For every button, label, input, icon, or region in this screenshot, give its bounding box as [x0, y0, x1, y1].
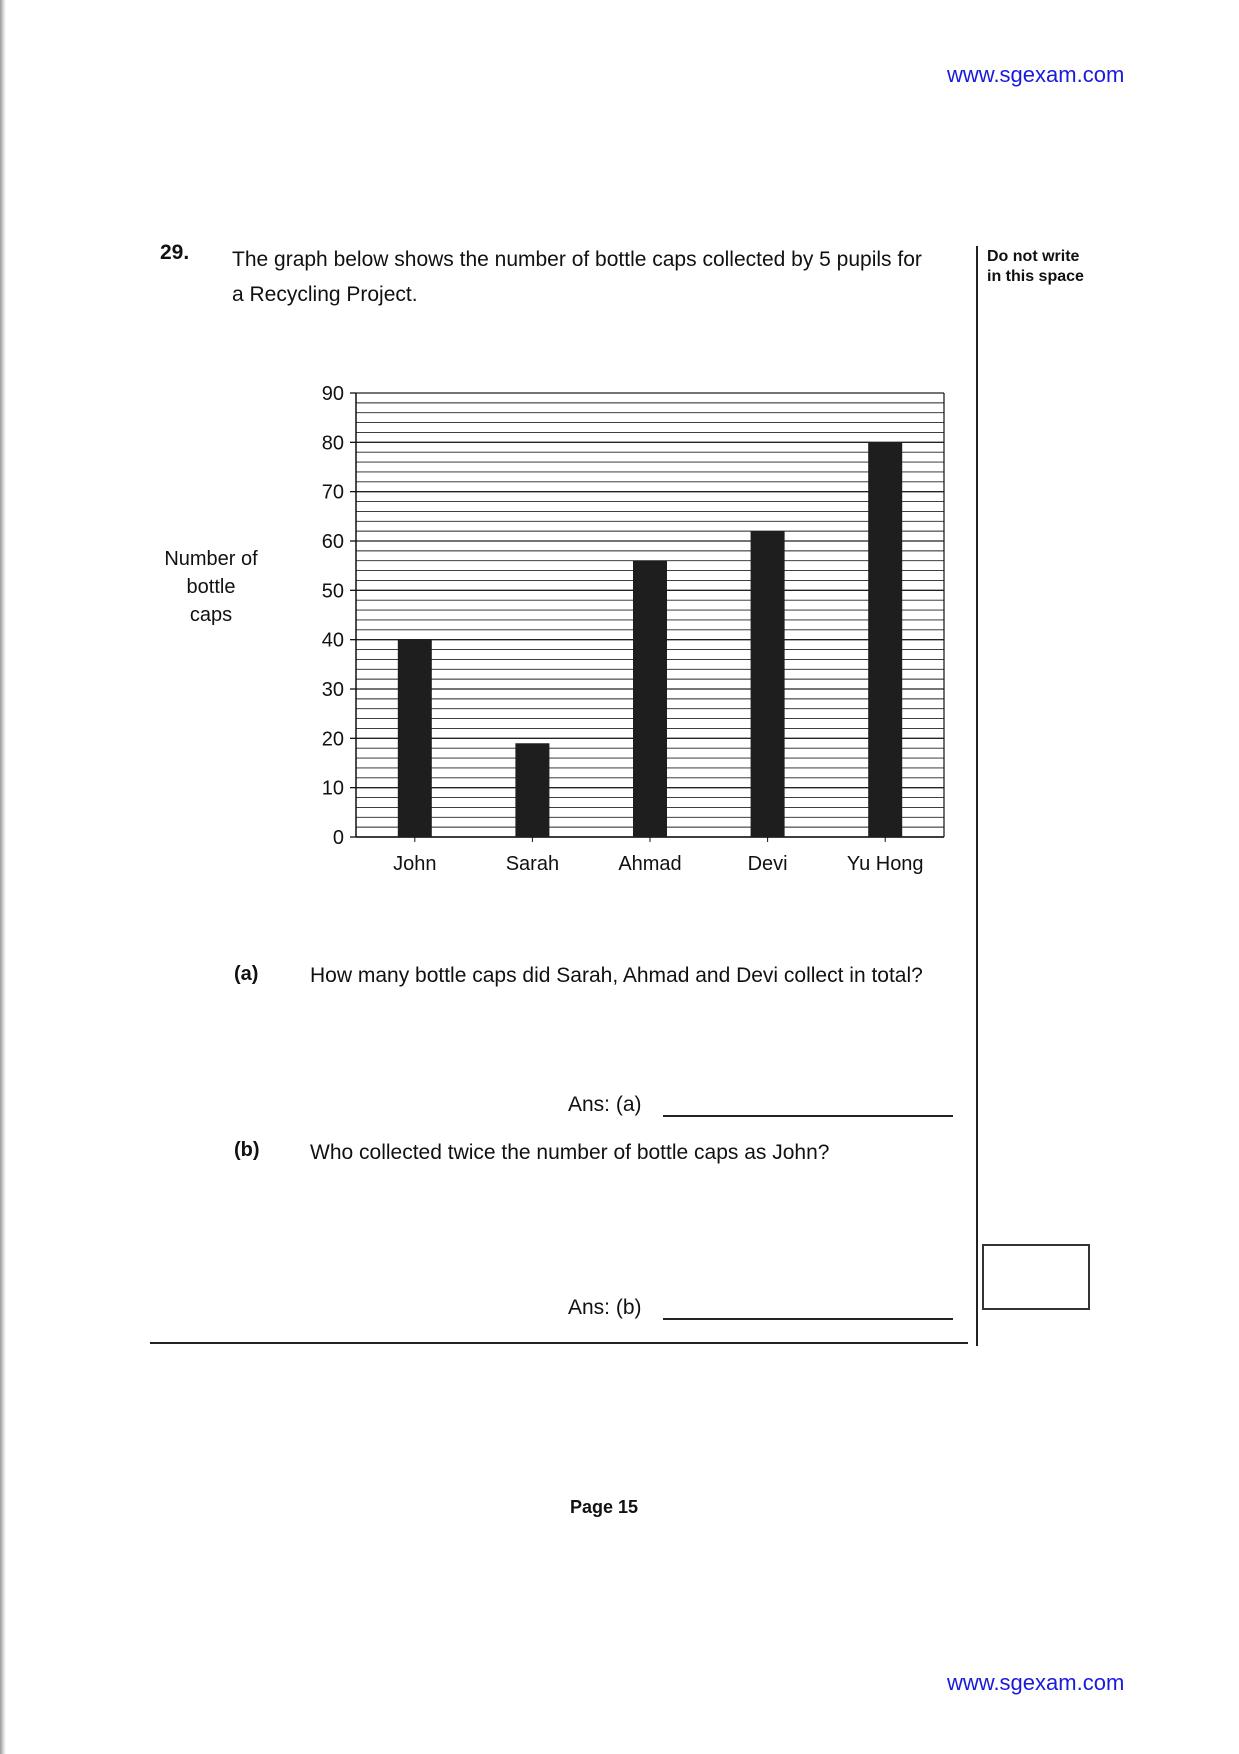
question-bottom-rule	[150, 1342, 968, 1344]
y-axis-label-line-1: Number of	[164, 548, 258, 570]
y-tick-label: 30	[321, 679, 344, 701]
bar-yu-hong	[868, 442, 902, 837]
header-site-link[interactable]: www.sgexam.com	[947, 62, 1125, 87]
part-b-question: Who collected twice the number of bottle caps as John?	[310, 1141, 830, 1164]
part-b-answer-line[interactable]	[663, 1318, 953, 1320]
x-tick-label: Yu Hong	[846, 853, 924, 875]
bar-ahmad	[633, 561, 667, 837]
part-a-label: (a)	[234, 963, 259, 985]
bar-sarah	[515, 743, 549, 837]
part-a-answer-line[interactable]	[663, 1115, 953, 1117]
part-b-answer-label: Ans: (b)	[568, 1296, 642, 1319]
x-tick-label: Devi	[747, 853, 788, 875]
x-tick-label: Sarah	[505, 853, 560, 875]
question-text-line-2: a Recycling Project.	[232, 283, 418, 306]
footer-site-link[interactable]: www.sgexam.com	[947, 1670, 1125, 1695]
bar-chart	[290, 375, 950, 895]
y-tick-label: 70	[321, 481, 344, 504]
y-tick-label: 10	[321, 777, 344, 800]
y-axis-label-line-2: bottle	[186, 576, 236, 598]
y-tick-label: 80	[321, 432, 344, 455]
page-number: Page 15	[570, 1497, 639, 1517]
margin-note-line-1: Do not write	[987, 248, 1080, 265]
margin-note-line-2: in this space	[987, 268, 1084, 285]
bar-john	[398, 640, 432, 837]
y-tick-label: 0	[332, 827, 344, 849]
y-axis-label-line-3: caps	[189, 604, 233, 626]
y-tick-label: 40	[321, 629, 344, 652]
margin-divider	[976, 246, 978, 1346]
part-b-label: (b)	[234, 1139, 260, 1161]
y-tick-label: 90	[321, 383, 344, 405]
page-edge-shadow	[0, 0, 6, 1754]
y-axis-label	[150, 545, 272, 629]
y-tick-label: 60	[321, 531, 344, 553]
question-text	[232, 242, 962, 312]
question-text-line-1: The graph below shows the number of bottle caps collected by 5 pupils for	[232, 248, 922, 271]
x-tick-label: John	[393, 853, 437, 875]
x-tick-label: Ahmad	[618, 853, 682, 875]
y-tick-label: 20	[321, 728, 344, 751]
bar-devi	[751, 531, 785, 837]
part-a-question: How many bottle caps did Sarah, Ahmad and Devi collect in total?	[310, 964, 923, 987]
y-tick-label: 50	[321, 580, 344, 603]
question-number: 29.	[160, 241, 190, 264]
part-a-answer-label: Ans: (a)	[568, 1093, 642, 1116]
marks-box	[982, 1244, 1090, 1310]
margin-note	[987, 247, 1084, 287]
